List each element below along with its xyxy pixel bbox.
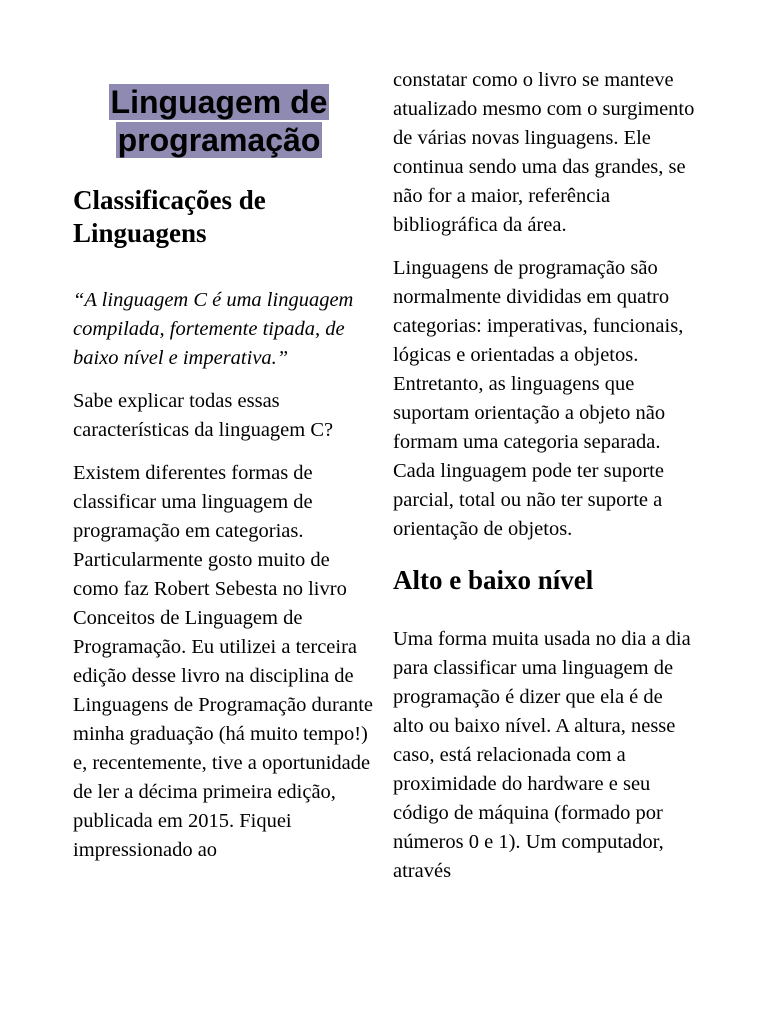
section-heading-alto-baixo-nivel: Alto e baixo nível xyxy=(393,565,594,595)
title-block xyxy=(73,84,373,160)
body-paragraph-categories: Linguagens de programação são normalmente divididas em quatro categorias: imperativas, funcionais, lógicas e orientadas a objetos. Entretanto, as linguagens que suportam orientação a objeto não formam uma categoria separada. Cada linguagem pode ter suporte parcial, total ou não ter suporte a orientação de objetos. xyxy=(393,257,684,540)
right-column xyxy=(393,66,698,900)
left-column xyxy=(73,66,373,879)
body-paragraph-sebesta: Existem diferentes formas de classificar uma linguagem de programação em categorias. Particularmente gosto muito de como faz Robert Sebesta no livro Conceitos de Linguagem de Programação. Eu utilizei a terceira edição desse livro na disciplina de Linguagens de Programação durante minha graduação (há muito tempo!) e, recentemente, tive a oportunidade de ler a décima primeira edição, publicada em 2015. Fiquei impressionado ao xyxy=(73,462,373,861)
body-paragraph-continued: constatar como o livro se manteve atualizado mesmo com o surgimento de várias novas linguagens. Ele continua sendo uma das grandes, se não for a maior, referência bibliográfica da área. xyxy=(393,69,695,236)
section-heading-classificacoes: Classificações de Linguagens xyxy=(73,185,266,248)
quote-paragraph: “A linguagem C é uma linguagem compilada, fortemente tipada, de baixo nível e imperativa.” xyxy=(73,289,354,369)
body-paragraph-levels: Uma forma muita usada no dia a dia para classificar uma linguagem de programação é dizer que ela é de alto ou baixo nível. A altura, nesse caso, está relacionada com a proximidade do hardware e seu código de máquina (formado por números 0 e 1). Um computador, através xyxy=(393,628,691,882)
document-title: Linguagem de programação xyxy=(110,84,328,158)
question-paragraph: Sabe explicar todas essas características da linguagem C? xyxy=(73,390,334,441)
